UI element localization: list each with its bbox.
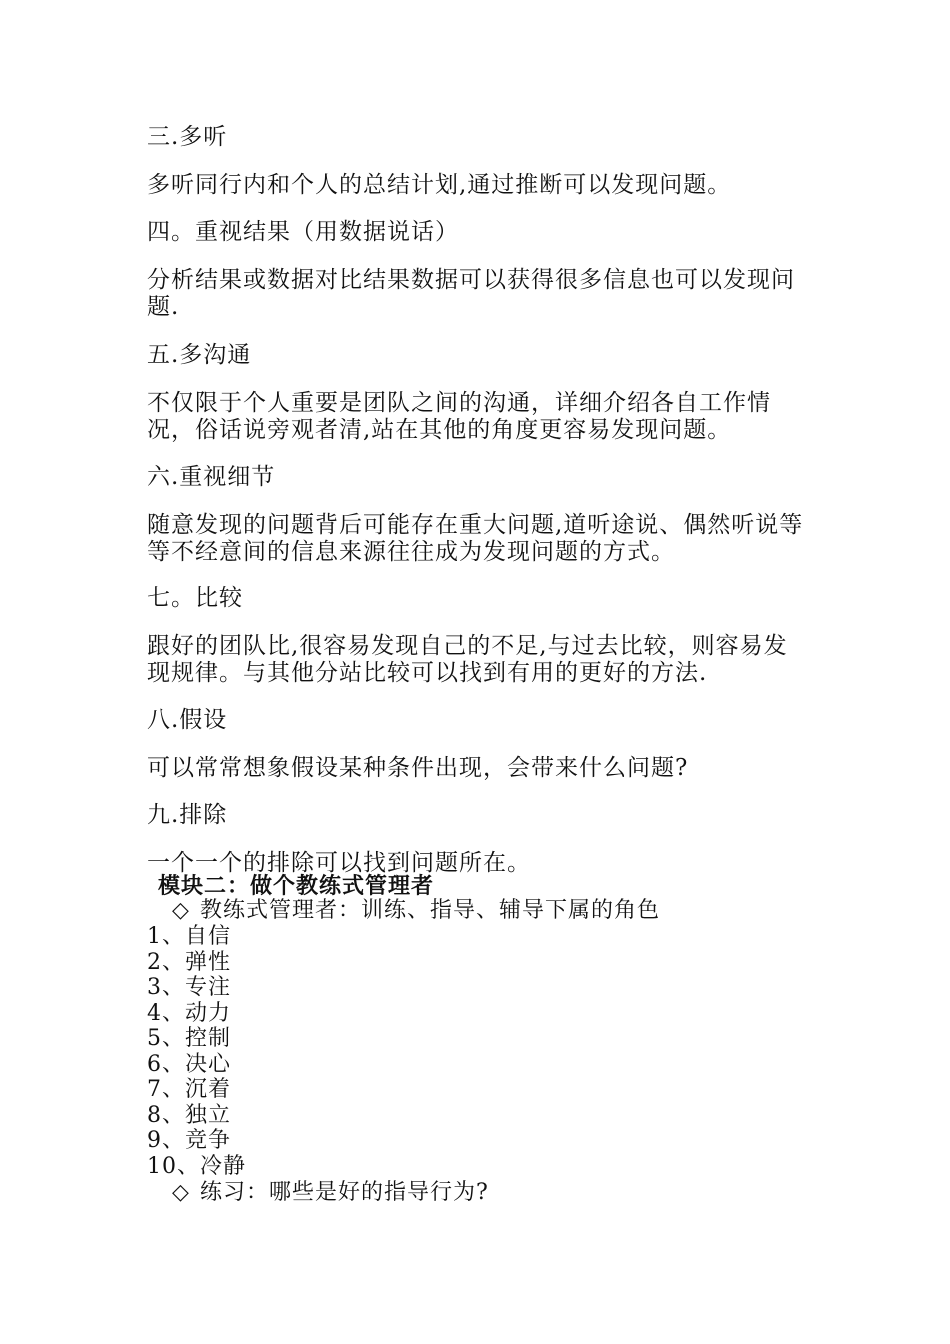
section-4-body: 分析结果或数据对比结果数据可以获得很多信息也可以发现问题. [147,267,795,320]
diamond-bullet-icon: ◇ [172,898,190,923]
list-item: 8、独立 [147,1102,231,1128]
module-title: 模块二：做个教练式管理者 [158,873,435,899]
section-7-body: 跟好的团队比,很容易发现自己的不足,与过去比较，则容易发现规律。与其他分站比较可以找到有用的更好的方法. [147,633,788,686]
section-9-body: 一个一个的排除可以找到问题所在。 [147,850,531,876]
section-6-heading: 六.重视细节 [147,464,276,490]
section-3-body: 多听同行内和个人的总结计划,通过推断可以发现问题。 [147,172,732,198]
section-5-body: 不仅限于个人重要是团队之间的沟通，详细介绍各自工作情况，俗话说旁观者清,站在其他的角度更容易发现问题。 [147,390,771,443]
list-item: 7、沉着 [147,1077,231,1102]
exercise-line [172,1181,489,1205]
qualities-list [147,924,246,1179]
role-line [172,899,660,923]
list-item: 6、决心 [147,1051,231,1077]
list-item: 4、动力 [147,1000,231,1026]
list-item: 1、自信 [147,924,231,949]
section-4-heading: 四。重视结果（用数据说话） [147,219,459,245]
section-5-heading: 五.多沟通 [147,342,252,368]
list-item: 5、控制 [147,1026,231,1051]
section-6-body: 随意发现的问题背后可能存在重大问题,道听途说、偶然听说等等不经意间的信息来源往往成为发现问题的方式。 [147,512,804,565]
exercise-line-text: 练习：哪些是好的指导行为? [200,1180,489,1205]
section-8-heading: 八.假设 [147,707,228,733]
diamond-bullet-icon: ◇ [172,1180,190,1205]
section-7-heading: 七。比较 [147,585,243,611]
section-9-heading: 九.排除 [147,802,228,828]
section-8-body: 可以常常想象假设某种条件出现，会带来什么问题? [147,755,689,781]
section-3-heading: 三.多听 [147,124,228,150]
list-item: 2、弹性 [147,949,231,975]
list-item: 3、专注 [147,975,231,1000]
list-item: 10、冷静 [147,1153,246,1179]
list-item: 9、竞争 [147,1128,231,1153]
role-line-text: 教练式管理者：训练、指导、辅导下属的角色 [200,898,661,923]
